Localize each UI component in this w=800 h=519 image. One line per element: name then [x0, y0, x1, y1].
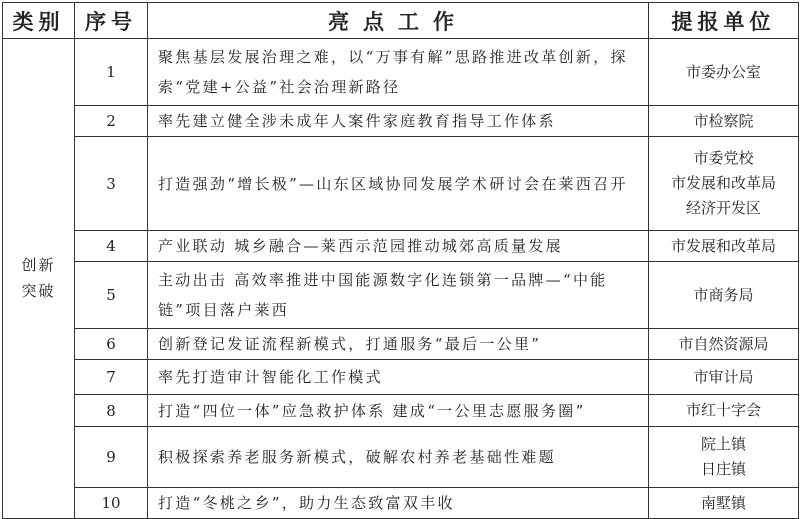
header-category: 类别: [3, 3, 75, 39]
row-number: 2: [75, 106, 148, 137]
work-item: 率先建立健全涉未成年人案件家庭教育指导工作体系: [148, 106, 649, 137]
unit-name: 市委办公室: [685, 62, 761, 81]
work-item: 积极探索养老服务新模式，破解农村养老基础性难题: [148, 427, 649, 488]
table-row: [3, 395, 799, 427]
unit-cell: [649, 427, 799, 488]
unit-name: 市红十字会: [685, 401, 761, 419]
work-item: 打造“冬桃之乡”，助力生态致富双丰收: [148, 488, 649, 519]
row-number: 8: [75, 395, 148, 427]
table-row: [3, 231, 799, 262]
row-number: 4: [75, 231, 148, 262]
unit-name: 市委党校: [693, 149, 754, 167]
unit-cell: [649, 395, 799, 427]
unit-name: 市发展和改革局: [670, 236, 776, 255]
work-item: 聚焦基层发展治理之难，以“万事有解”思路推进改革创新，探索“党建+公益”社会治理新路径: [148, 39, 649, 106]
row-number: 10: [75, 488, 148, 519]
work-item: 主动出击 高效率推进中国能源数字化连锁第一品牌—“中能链”项目落户莱西: [148, 262, 649, 329]
unit-cell: [649, 106, 799, 137]
header-row: [3, 3, 799, 39]
row-number: 3: [75, 137, 148, 231]
table-row: [3, 329, 799, 360]
work-item: 率先打造审计智能化工作模式: [148, 360, 649, 395]
table-row: [3, 39, 799, 106]
unit-cell: [649, 488, 799, 519]
header-work: 亮点工作: [148, 3, 649, 39]
unit-name: 市检察院: [693, 111, 754, 130]
work-item: 打造“四位一体”应急救护体系 建成“一公里志愿服务圈”: [148, 395, 649, 427]
row-number: 6: [75, 329, 148, 360]
work-item: 产业联动 城乡融合—莱西示范园推动城郊高质量发展: [148, 231, 649, 262]
unit-name: 南墅镇: [700, 493, 746, 512]
table-row: [3, 427, 799, 488]
unit-cell: [649, 329, 799, 360]
unit-cell: [649, 262, 799, 329]
row-number: 7: [75, 360, 148, 395]
table-row: [3, 488, 799, 519]
unit-name: 市自然资源局: [678, 334, 769, 353]
unit-cell: [649, 360, 799, 395]
table-row: [3, 106, 799, 137]
category-label: 创新突破: [21, 255, 56, 300]
work-item: 打造强劲“增长极”—山东区域协同发展学术研讨会在莱西召开: [148, 137, 649, 231]
unit-cell: [649, 231, 799, 262]
unit-name: 经济开发区: [685, 199, 761, 217]
table-row: [3, 360, 799, 395]
category-cell: [3, 39, 75, 519]
table-row: [3, 137, 799, 231]
unit-cell: [649, 39, 799, 106]
work-item: 创新登记发证流程新模式，打通服务“最后一公里”: [148, 329, 649, 360]
header-number: 序号: [75, 3, 148, 39]
row-number: 1: [75, 39, 148, 106]
row-number: 9: [75, 427, 148, 488]
unit-name: 市审计局: [693, 367, 754, 386]
unit-name: 院上镇: [700, 435, 746, 453]
unit-name: 市商务局: [693, 285, 754, 304]
unit-name: 日庄镇: [700, 460, 746, 478]
unit-cell: [649, 137, 799, 231]
header-unit: 提报单位: [649, 3, 799, 39]
unit-name: 市发展和改革局: [670, 174, 776, 192]
row-number: 5: [75, 262, 148, 329]
highlights-table: [2, 2, 799, 519]
table-row: [3, 262, 799, 329]
